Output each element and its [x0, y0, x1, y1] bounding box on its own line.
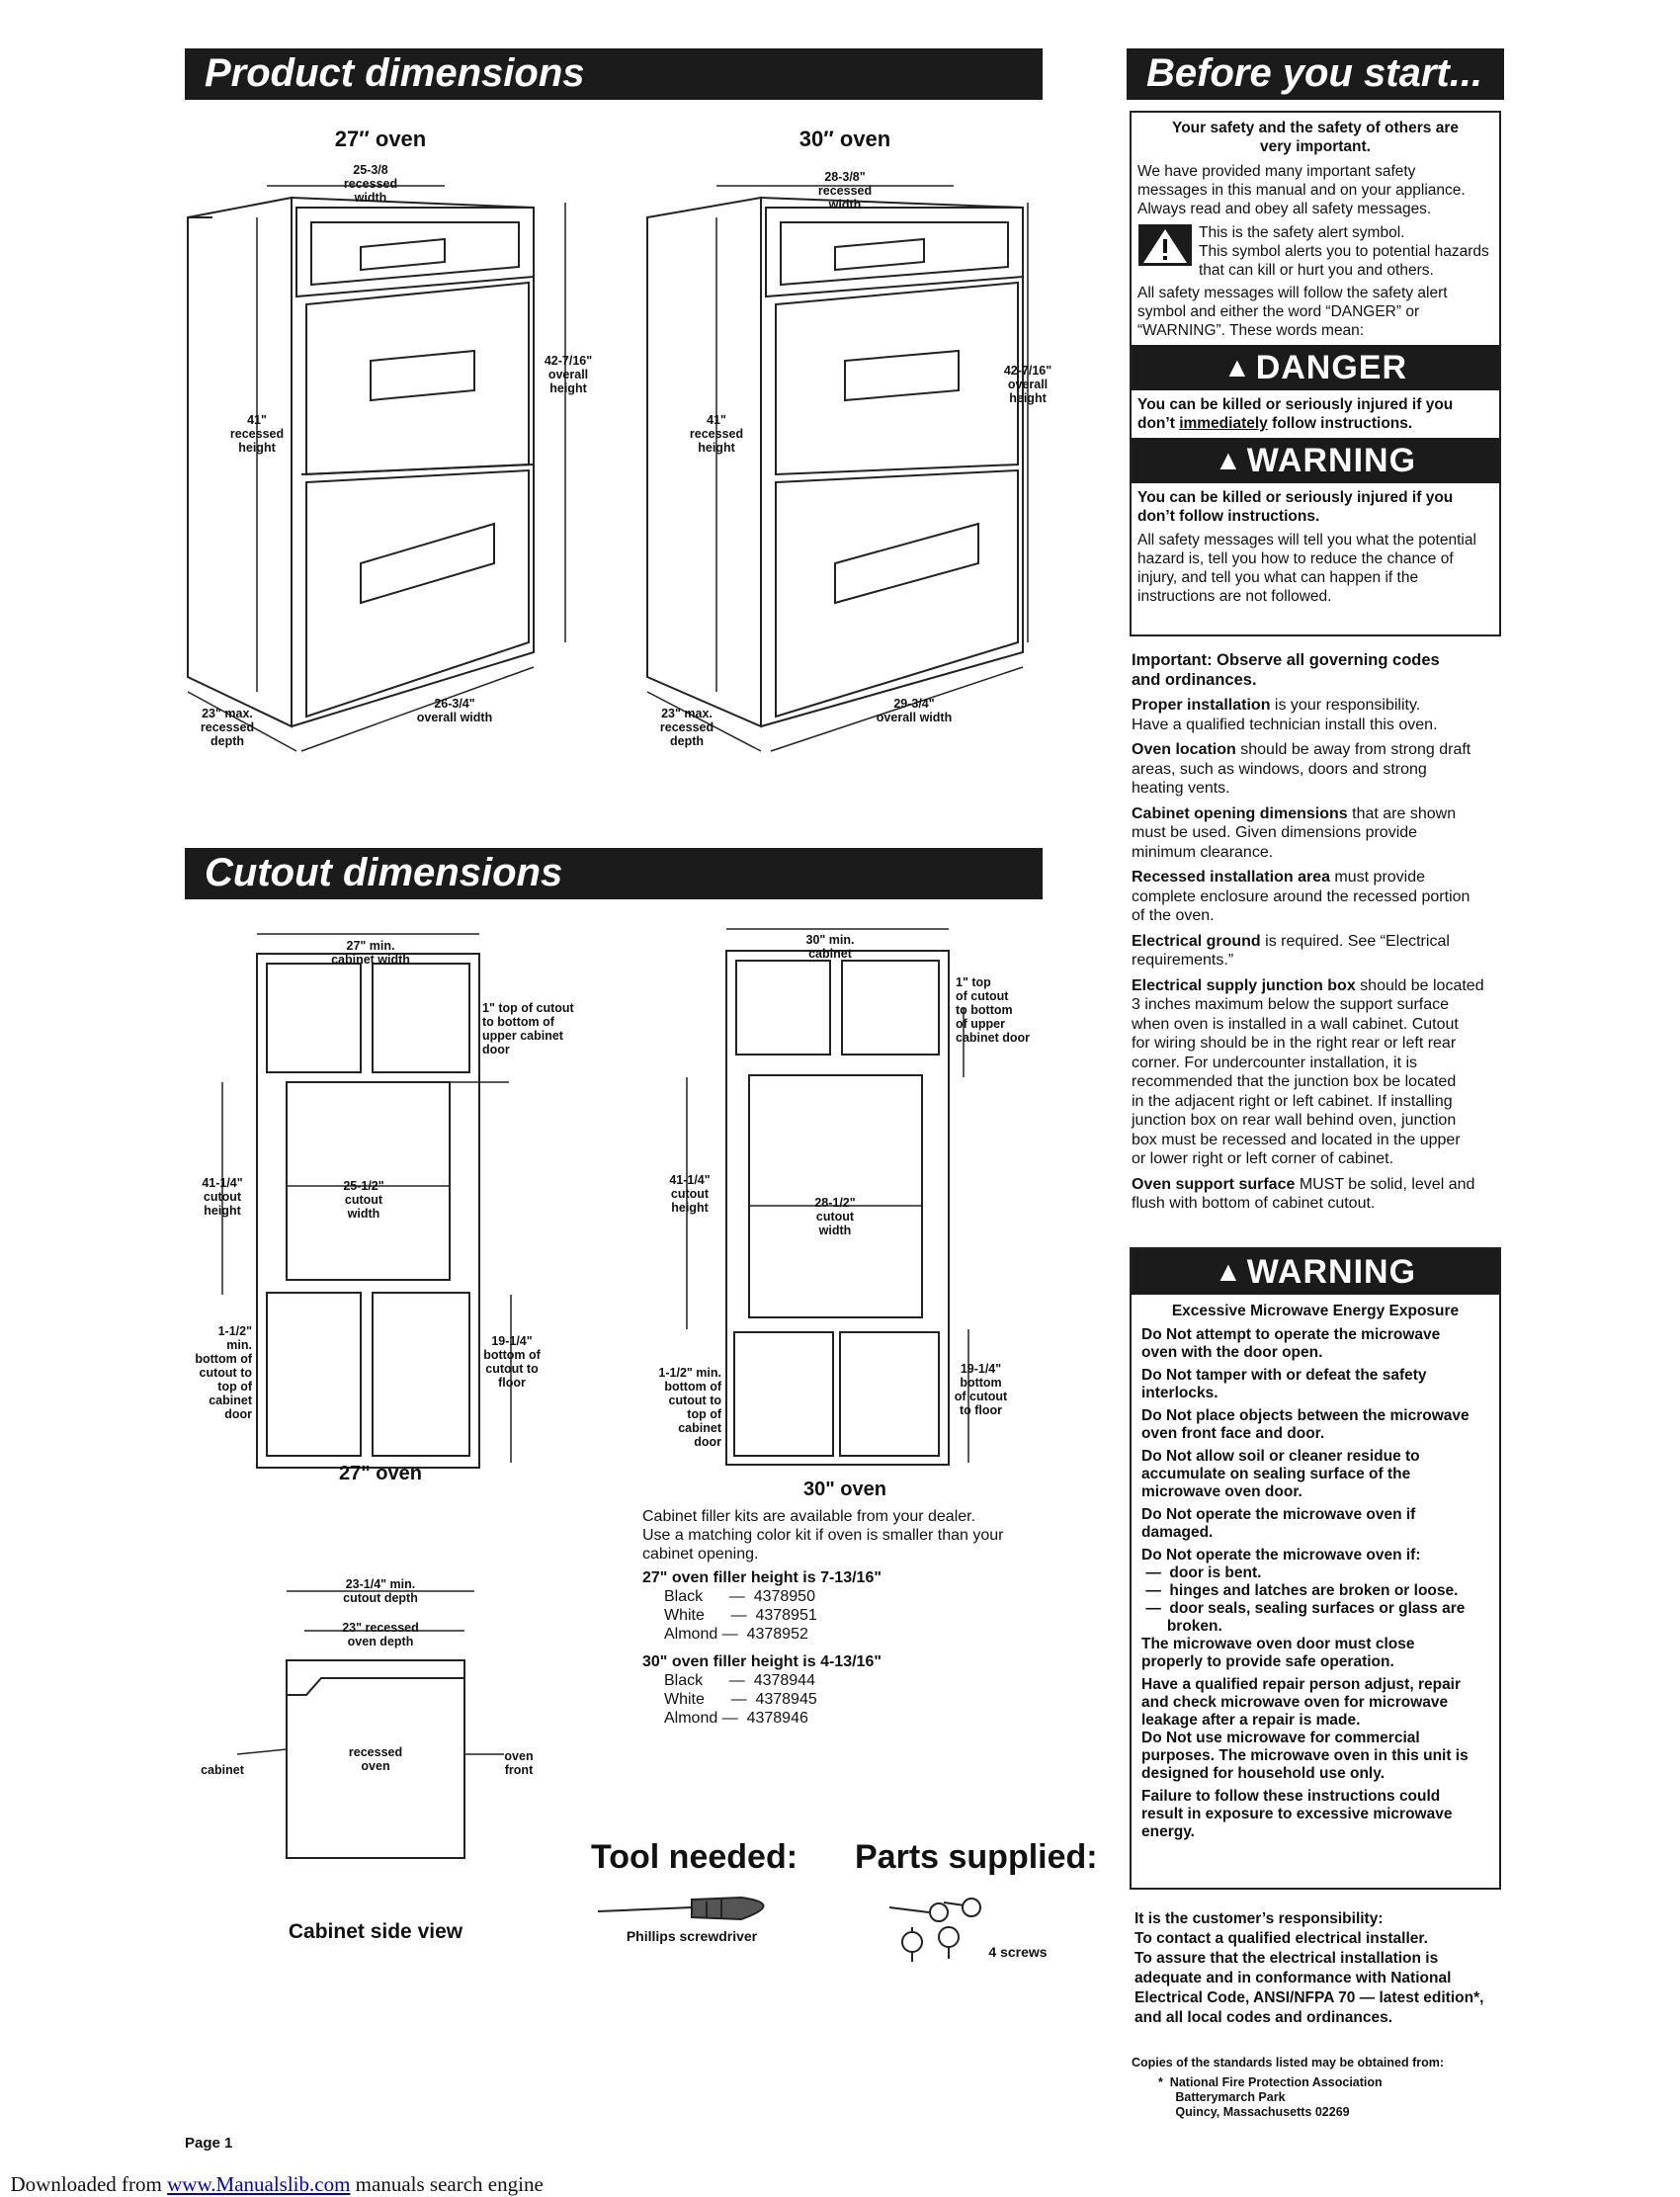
safety-p2: All safety messages will follow the safety alert symbol and either the word “DANGER” or “WARNING”. These words mean: [1137, 285, 1448, 339]
microwave-warning-box [1130, 1247, 1501, 1890]
filler27-heading: 27" oven filler height is 7-13/16" [642, 1569, 882, 1586]
requirement-item [1132, 804, 1512, 863]
oven27-overall-height-label: 42-7/16" overall height [544, 354, 593, 395]
requirement-text: is required. See “Electrical requirements.” [1132, 932, 1450, 969]
danger-bar [1132, 345, 1499, 390]
requirement-bold: Cabinet opening dimensions [1132, 804, 1348, 822]
side-oven-depth-label: 23" recessed oven depth [342, 1621, 419, 1648]
cutout27-floor-gap-label: 19-1/4" bottom of cutout to floor [483, 1334, 541, 1390]
filler27-item: Almond — 4378952 [664, 1626, 808, 1643]
microwave-item: Do Not operate the microwave oven if damaged. [1141, 1506, 1416, 1541]
requirement-bold: Electrical supply junction box [1132, 976, 1356, 994]
cutout27-cutout-width-label: 25-1/2" cutout width [343, 1179, 384, 1221]
requirement-bold: Oven location [1132, 741, 1236, 758]
filler30-heading: 30" oven filler height is 4-13/16" [642, 1653, 882, 1670]
warning-triangle-icon: ▲ [1214, 445, 1243, 475]
danger-text-a: You can be killed or seriously injured if you don’t [1137, 396, 1454, 432]
cutout30-cutout-width-label: 28-1/2" cutout width [814, 1196, 856, 1237]
filler27-item: Black — 4378950 [664, 1588, 815, 1605]
download-tail: manuals search engine [350, 2172, 544, 2196]
cutout-dimensions-header: Cutout dimensions [185, 848, 1043, 899]
filler-intro: Cabinet filler kits are available from your dealer. Use a matching color kit if oven is smaller than your cabinet opening. [642, 1508, 1004, 1563]
requirement-text: is your responsibility. Have a qualified technician install this oven. [1132, 697, 1438, 733]
screws-icon [884, 1888, 983, 1967]
cutout30-caption: 30" oven [803, 1479, 886, 1500]
nfpa-address: * National Fire Protection Association Batterymarch Park Quincy, Massachusetts 02269 [1158, 2075, 1383, 2119]
microwave-item: Do Not allow soil or cleaner residue to accumulate on sealing surface of the microwave oven door. [1141, 1448, 1420, 1500]
warning-triangle-icon: ▲ [1214, 1256, 1243, 1287]
oven30-heading: 30″ oven [798, 127, 891, 151]
cutout30-bottom-gap-label: 1-1/2" min. bottom of cutout to top of cabinet door [658, 1366, 721, 1449]
safety-heading: Your safety and the safety of others are very important. [1172, 120, 1459, 155]
microwave-warning-bar [1132, 1249, 1499, 1295]
oven30-recessed-width-label: 28-3/8" recessed width [817, 170, 873, 211]
warning-triangle-icon: ▲ [1222, 352, 1252, 382]
safety-p1: We have provided many important safety messages in this manual and on your appliance. Always read and obey all safety messages. [1137, 163, 1466, 217]
side-recessed-oven-label: recessed oven [348, 1745, 403, 1773]
microwave-item: Do Not place objects between the microwave oven front face and door. [1141, 1407, 1470, 1442]
screwdriver-icon [593, 1890, 791, 1929]
requirement-item [1132, 868, 1512, 926]
requirement-bold: Oven support surface [1132, 1175, 1296, 1193]
parts-label: 4 screws [988, 1944, 1048, 1960]
oven30-depth-label: 23" max. recessed depth [659, 707, 714, 748]
cutout30-top-gap-label: 1" top of cutout to bottom of upper cabinet door [956, 975, 1031, 1045]
side-cabinet-label: cabinet [201, 1763, 244, 1777]
download-footer [0, 2148, 544, 2197]
cutout27-caption: 27" oven [339, 1463, 422, 1484]
alert-line-2: This symbol alerts you to potential hazards that can kill or hurt you and others. [1199, 243, 1489, 279]
oven30-drawing [637, 178, 1072, 771]
requirement-item [1132, 932, 1512, 971]
danger-text [1137, 395, 1493, 433]
microwave-list [1132, 1326, 1499, 1841]
microwave-item: Failure to follow these instructions could result in exposure to excessive microwave energy. [1141, 1788, 1453, 1840]
oven27-overall-width-label: 26-3/4" overall width [416, 697, 493, 724]
filler30-item: Black — 4378944 [664, 1672, 815, 1689]
safety-p3: All safety messages will tell you what the potential hazard is, tell you how to reduce the chance of injury, and tell you what can happen if the instructions are not followed. [1137, 532, 1476, 605]
warning-text: You can be killed or seriously injured if you don’t follow instructions. [1137, 489, 1454, 525]
warning-bar [1132, 438, 1499, 483]
important-heading: Important: Observe all governing codes and ordinances. [1132, 651, 1440, 689]
danger-text-underlined: immediately [1179, 415, 1268, 432]
requirement-item [1132, 1175, 1512, 1214]
oven27-drawing [178, 178, 593, 771]
filler30-list [664, 1671, 817, 1728]
filler30-item: White — 4378945 [664, 1691, 817, 1708]
requirement-text: must provide complete enclosure around the recessed portion of the oven. [1132, 869, 1470, 924]
oven27-heading: 27″ oven [334, 127, 427, 151]
danger-text-b: follow instructions. [1267, 415, 1413, 432]
cutout30-floor-gap-label: 19-1/4" bottom of cutout to floor [954, 1362, 1008, 1417]
cutout27-cabinet-width-label: 27" min. cabinet width [331, 939, 410, 967]
oven30-overall-height-label: 42-7/16" overall height [1003, 364, 1052, 405]
warning-triangle-icon [1137, 223, 1193, 267]
filler30-item: Almond — 4378946 [664, 1710, 808, 1727]
warning-label: WARNING [1246, 442, 1417, 479]
tool-label: Phillips screwdriver [626, 1928, 758, 1944]
requirement-bold: Recessed installation area [1132, 869, 1330, 886]
filler27-item: White — 4378951 [664, 1607, 817, 1624]
cutout27-top-gap-label: 1" top of cutout to bottom of upper cabinet door [482, 1001, 574, 1056]
requirement-item [1132, 740, 1512, 799]
requirement-item [1132, 976, 1512, 1169]
requirement-bold: Proper installation [1132, 697, 1271, 714]
tool-heading: Tool needed: [591, 1838, 798, 1876]
side-view-caption: Cabinet side view [288, 1920, 463, 1943]
microwave-item: Do Not tamper with or defeat the safety interlocks. [1141, 1367, 1427, 1401]
requirements-list [1132, 696, 1512, 1220]
microwave-item: Have a qualified repair person adjust, repair and check microwave oven for microwave leakage after a repair is made. Do Not use microwave for commercial purposes. The microwave oven in this unit is designed for household use only. [1141, 1676, 1469, 1782]
copies-note: Copies of the standards listed may be obtained from: [1132, 2056, 1445, 2070]
alert-line-1: This is the safety alert symbol. [1199, 224, 1405, 241]
microwave-subtitle: Excessive Microwave Energy Exposure [1171, 1303, 1460, 1319]
microwave-warning-label: WARNING [1246, 1253, 1417, 1291]
requirement-text: that are shown must be used. Given dimensions provide minimum clearance. [1132, 804, 1457, 861]
microwave-item: Do Not attempt to operate the microwave oven with the door open. [1141, 1326, 1441, 1361]
page-number: Page 1 [185, 2135, 233, 2152]
side-cutout-depth-label: 23-1/4" min. cutout depth [343, 1577, 418, 1605]
oven27-recessed-height-label: 41" recessed height [229, 413, 285, 455]
oven30-recessed-height-label: 41" recessed height [689, 413, 744, 455]
side-view-drawing [277, 1571, 534, 1888]
side-oven-front-label: oven front [504, 1749, 534, 1777]
requirement-bold: Electrical ground [1132, 932, 1261, 950]
cutout30-cutout-height-label: 41-1/4" cutout height [669, 1173, 711, 1215]
oven27-recessed-width-label: 25-3/8 recessed width [343, 163, 398, 205]
danger-label: DANGER [1255, 349, 1408, 386]
cutout27-cutout-height-label: 41-1/4" cutout height [202, 1176, 243, 1218]
cutout27-bottom-gap-label: 1-1/2" min. bottom of cutout to top of cabinet door [195, 1324, 252, 1421]
requirement-item [1132, 696, 1512, 734]
requirement-text: should be located 3 inches maximum below the support surface when oven is installed in a wall cabinet. Cutout for wiring should be in the right rear or left rear corner. For undercounter installation, it is recommended that the junction box be located in the adjacent right or left cabinet. If installing junction box on rear wall behind oven, junction box must be recessed and located in the upper or lower right or left corner of cabinet. [1132, 976, 1484, 1167]
requirement-text: should be away from strong draft areas, such as windows, doors and strong heating vents. [1132, 741, 1471, 797]
oven27-depth-label: 23" max. recessed depth [200, 707, 255, 748]
filler27-list [664, 1587, 817, 1644]
download-text: Downloaded from [10, 2172, 168, 2196]
manualslib-link[interactable]: www.Manualslib.com [167, 2172, 351, 2196]
cutout30-cabinet-width-label: 30" min. cabinet [805, 933, 855, 961]
requirement-text: MUST be solid, level and flush with bottom of cabinet cutout. [1132, 1175, 1475, 1212]
oven30-overall-width-label: 29-3/4" overall width [876, 697, 953, 724]
safety-box [1130, 111, 1501, 636]
customer-responsibility: It is the customer’s responsibility: To contact a qualified electrical installer. To assure that the electrical installation is adequate and in conformance with National Electrical Code, ANSI/NFPA 70 — latest edition*, and all local codes and ordinances. [1134, 1910, 1484, 2026]
product-dimensions-header: Product dimensions [185, 48, 1043, 100]
parts-heading: Parts supplied: [855, 1838, 1098, 1876]
alert-symbol-row [1137, 223, 1493, 280]
before-you-start-header: Before you start... [1127, 48, 1504, 100]
microwave-item: Do Not operate the microwave oven if: — door is bent. — hinges and latches are broken or loose. — door seals, sealing surfaces or glass are broken. The microwave oven door must close properly to provide safe operation. [1141, 1547, 1466, 1670]
